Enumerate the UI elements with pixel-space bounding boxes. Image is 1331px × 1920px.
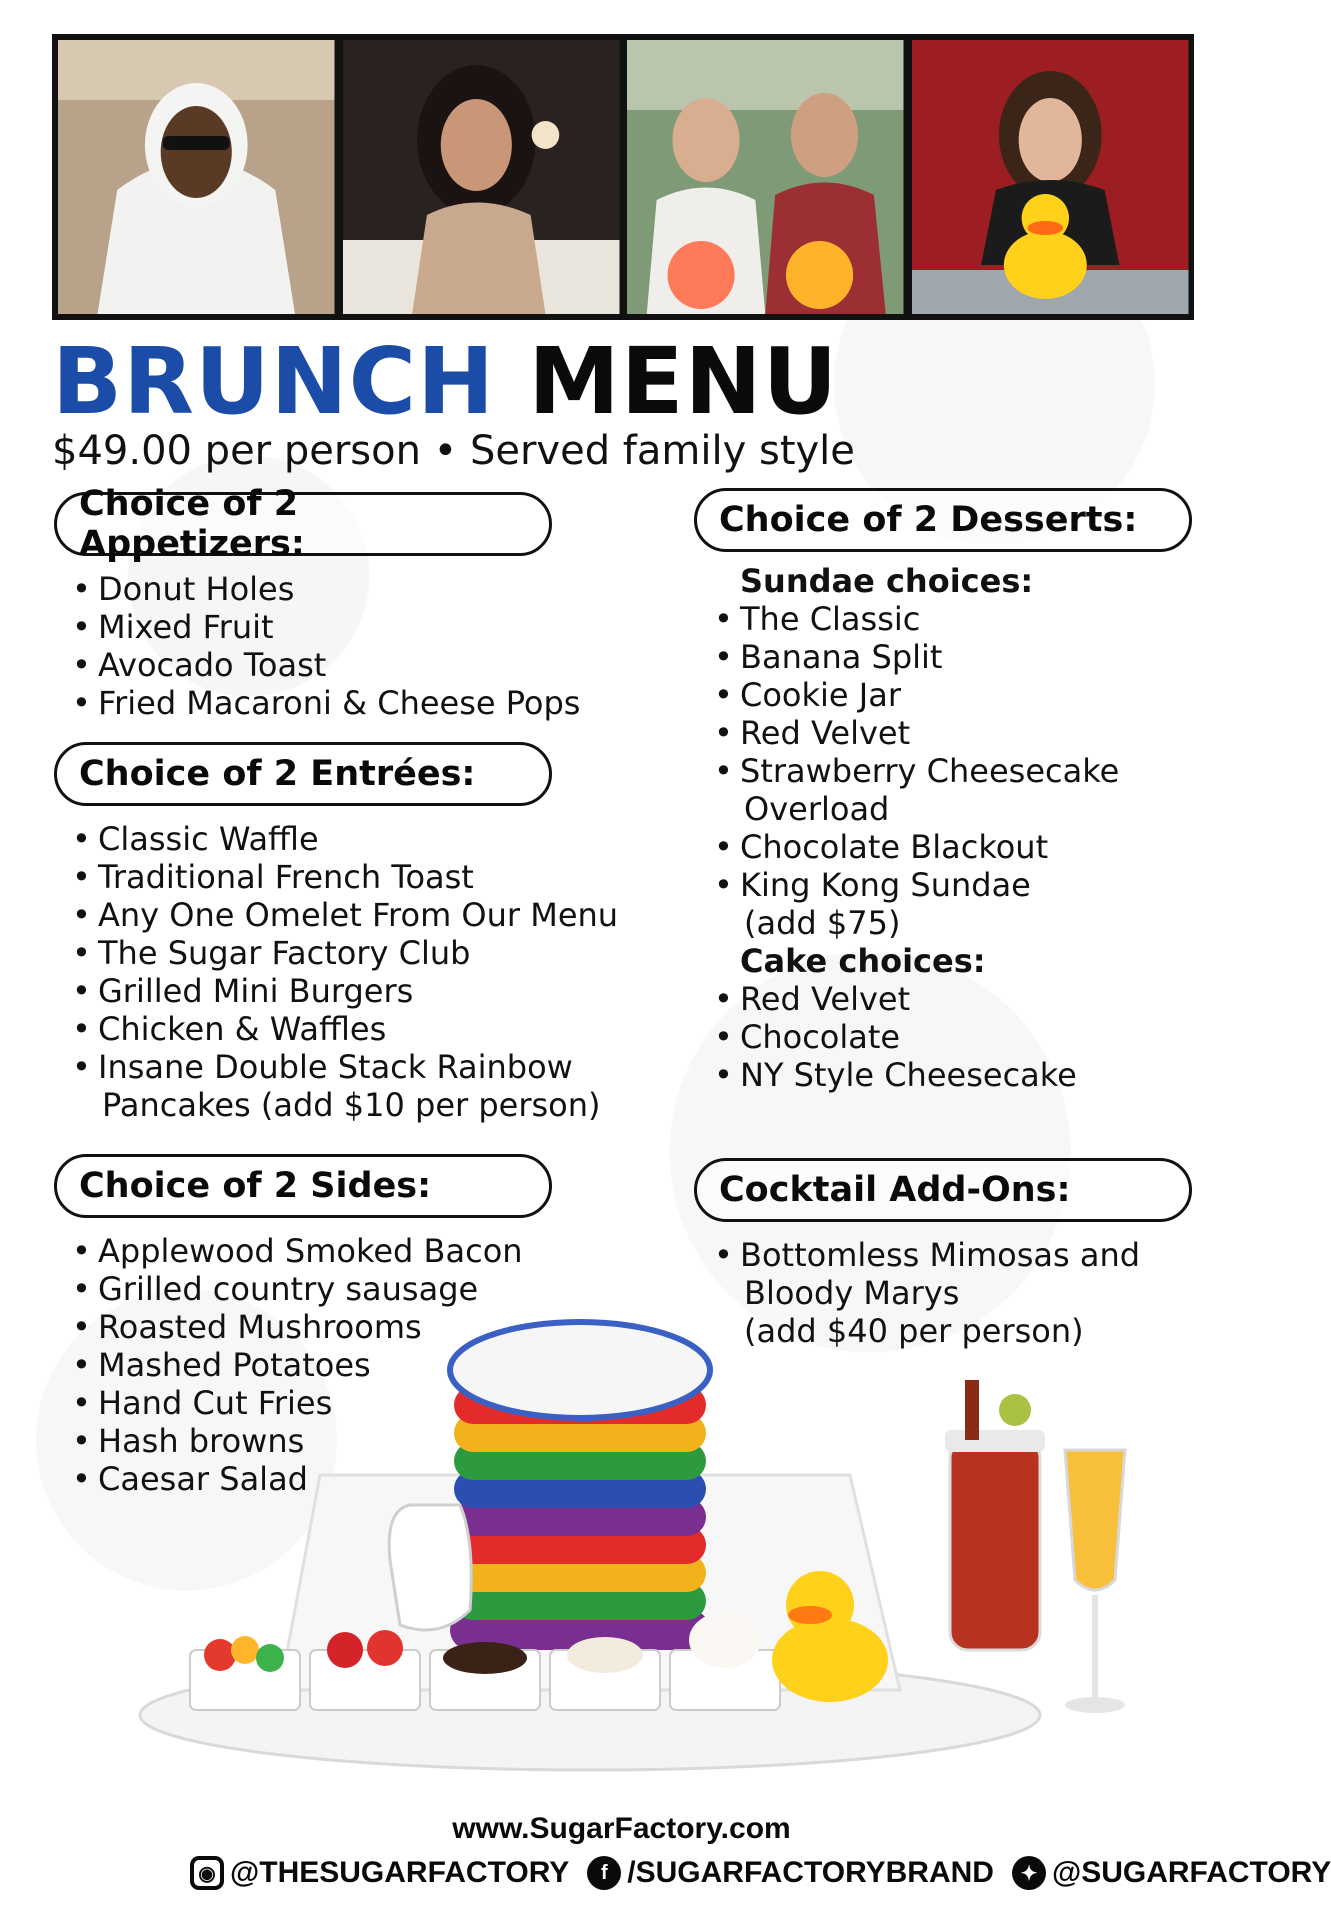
photo-3 bbox=[627, 40, 904, 314]
list-item: • Grilled country sausage bbox=[72, 1270, 523, 1308]
photo-1 bbox=[58, 40, 335, 314]
appetizers-list bbox=[72, 570, 580, 722]
photo-4 bbox=[912, 40, 1189, 314]
list-item-continuation: Pancakes (add $10 per person) bbox=[102, 1086, 601, 1124]
list-item: • Red Velvet bbox=[714, 714, 1119, 752]
photo-2 bbox=[343, 40, 620, 314]
list-item: • Applewood Smoked Bacon bbox=[72, 1232, 523, 1270]
facebook-link[interactable] bbox=[587, 1856, 994, 1890]
list-item: • Classic Waffle bbox=[72, 820, 618, 858]
list-item: • Strawberry Cheesecake bbox=[714, 752, 1119, 790]
list-item: • Fried Macaroni & Cheese Pops bbox=[72, 684, 580, 722]
desserts-heading: Choice of 2 Desserts: bbox=[694, 488, 1192, 552]
list-item: • Chocolate bbox=[714, 1018, 1119, 1056]
list-item: • Caesar Salad bbox=[72, 1460, 523, 1498]
list-item: • Bottomless Mimosas and bbox=[714, 1236, 1140, 1274]
desserts-list bbox=[714, 562, 1119, 1094]
list-item-continuation: Bloody Marys bbox=[744, 1274, 960, 1312]
list-item: • Chocolate Blackout bbox=[714, 828, 1119, 866]
list-item: • Traditional French Toast bbox=[72, 858, 618, 896]
cocktails-heading: Cocktail Add-Ons: bbox=[694, 1158, 1192, 1222]
website-url[interactable]: www.SugarFactory.com bbox=[452, 1812, 791, 1845]
facebook-icon: f bbox=[587, 1856, 621, 1890]
list-item: • Any One Omelet From Our Menu bbox=[72, 896, 618, 934]
list-item: • Insane Double Stack Rainbow bbox=[72, 1048, 618, 1086]
appetizers-heading: Choice of 2 Appetizers: bbox=[54, 492, 552, 556]
list-item: • The Classic bbox=[714, 600, 1119, 638]
instagram-icon: ◉ bbox=[190, 1856, 224, 1890]
title-brunch: BRUNCH bbox=[52, 328, 496, 435]
sundae-subheading: Sundae choices: bbox=[740, 562, 1034, 600]
instagram-link[interactable] bbox=[190, 1856, 569, 1890]
list-item: • Hand Cut Fries bbox=[72, 1384, 523, 1422]
list-item: • Donut Holes bbox=[72, 570, 580, 608]
facebook-handle: /SUGARFACTORYBRAND bbox=[627, 1856, 994, 1889]
price-subtitle: $49.00 per person • Served family style bbox=[52, 428, 855, 474]
instagram-handle: @THESUGARFACTORY bbox=[230, 1856, 570, 1889]
list-item: • Roasted Mushrooms bbox=[72, 1308, 523, 1346]
sides-heading: Choice of 2 Sides: bbox=[54, 1154, 552, 1218]
list-item: • Grilled Mini Burgers bbox=[72, 972, 618, 1010]
list-item: • Hash browns bbox=[72, 1422, 523, 1460]
twitter-handle: @SUGARFACTORY bbox=[1051, 1856, 1331, 1889]
list-item: • Red Velvet bbox=[714, 980, 1119, 1018]
entrees-list bbox=[72, 820, 618, 1124]
list-item: • Banana Split bbox=[714, 638, 1119, 676]
list-item-continuation: Overload bbox=[744, 790, 890, 828]
list-item: • Chicken & Waffles bbox=[72, 1010, 618, 1048]
celebrity-photo-strip bbox=[52, 34, 1194, 320]
food-illustration bbox=[120, 1310, 1140, 1780]
list-item: • Avocado Toast bbox=[72, 646, 580, 684]
entrees-heading: Choice of 2 Entrées: bbox=[54, 742, 552, 806]
list-item: • King Kong Sundae bbox=[714, 866, 1119, 904]
list-item: • The Sugar Factory Club bbox=[72, 934, 618, 972]
list-item-continuation: (add $40 per person) bbox=[744, 1312, 1084, 1350]
page-title bbox=[52, 328, 839, 435]
title-menu: MENU bbox=[528, 328, 839, 435]
list-item: • NY Style Cheesecake bbox=[714, 1056, 1119, 1094]
twitter-link[interactable] bbox=[1012, 1856, 1331, 1890]
list-item: • Cookie Jar bbox=[714, 676, 1119, 714]
cake-subheading: Cake choices: bbox=[740, 942, 986, 980]
list-item: • Mixed Fruit bbox=[72, 608, 580, 646]
twitter-icon: ✦ bbox=[1012, 1856, 1046, 1890]
list-item: • Mashed Potatoes bbox=[72, 1346, 523, 1384]
list-item-continuation: (add $75) bbox=[744, 904, 901, 942]
social-links bbox=[190, 1856, 1331, 1890]
